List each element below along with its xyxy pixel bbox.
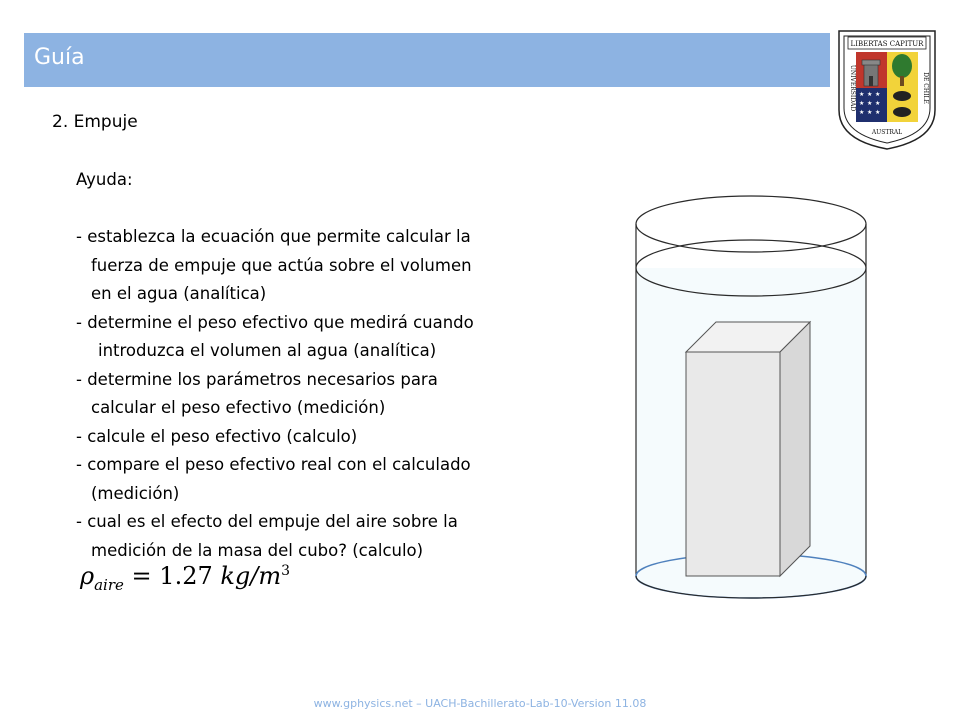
help-line: (medición)	[91, 483, 180, 503]
svg-text:★: ★	[859, 109, 865, 116]
svg-text:★: ★	[875, 91, 881, 98]
crest-top-text: LIBERTAS CAPITUR	[850, 40, 924, 48]
cube-side	[780, 322, 810, 576]
footer-credit: www.gphysics.net – UACH-Bachillerato-Lab-10-Version 11.08	[313, 697, 647, 710]
page-title: Guía	[34, 45, 85, 70]
help-line: introduzca el volumen al agua (analítica)	[98, 341, 437, 360]
help-line: - compare el peso efectivo real con el calculado	[76, 455, 471, 474]
help-line: - establezca la ecuación que permite calcular la	[76, 227, 471, 246]
help-line: - calcule el peso efectivo (calculo)	[76, 426, 358, 446]
svg-text:★: ★	[875, 109, 881, 116]
help-line: - determine el peso efectivo que medirá cuando	[76, 312, 474, 332]
crest-left-text: UNIVERSIDAD	[849, 64, 856, 112]
help-line: - cual es el efecto del empuje del aire sobre la	[76, 512, 458, 531]
help-line: calcular el peso efectivo (medición)	[91, 398, 386, 417]
svg-text:★: ★	[859, 100, 865, 107]
header-bar	[24, 33, 830, 87]
help-line: fuerza de empuje que actúa sobre el volumen	[91, 255, 472, 275]
help-heading: Ayuda:	[76, 170, 133, 189]
formula-value: 1.27	[159, 562, 213, 590]
formula-unit: kg/m	[220, 562, 282, 590]
crest-right-text: DE CHILE	[922, 72, 929, 104]
beaker-rim	[636, 196, 866, 252]
svg-text:★: ★	[875, 100, 881, 107]
svg-text:★: ★	[867, 100, 873, 107]
section-title: 2. Empuje	[52, 112, 138, 132]
svg-text:★: ★	[859, 91, 865, 98]
formula-exponent: 3	[281, 563, 291, 579]
formula-symbol: ρ	[80, 562, 95, 590]
help-text	[76, 166, 576, 565]
university-crest	[836, 28, 938, 152]
beaker-with-cube-diagram	[628, 186, 874, 610]
formula-subscript: aire	[94, 575, 124, 594]
svg-text:★: ★	[867, 91, 873, 98]
help-line: medición de la masa del cubo? (calculo)	[91, 540, 424, 560]
crest-bottom-text: AUSTRAL	[871, 129, 903, 136]
svg-text:★: ★	[867, 109, 873, 116]
air-density-formula	[80, 562, 290, 594]
cube-front	[686, 352, 780, 576]
help-line: - determine los parámetros necesarios para	[76, 369, 438, 389]
formula-equals: =	[131, 562, 152, 590]
help-line: en el agua (analítica)	[91, 284, 267, 303]
